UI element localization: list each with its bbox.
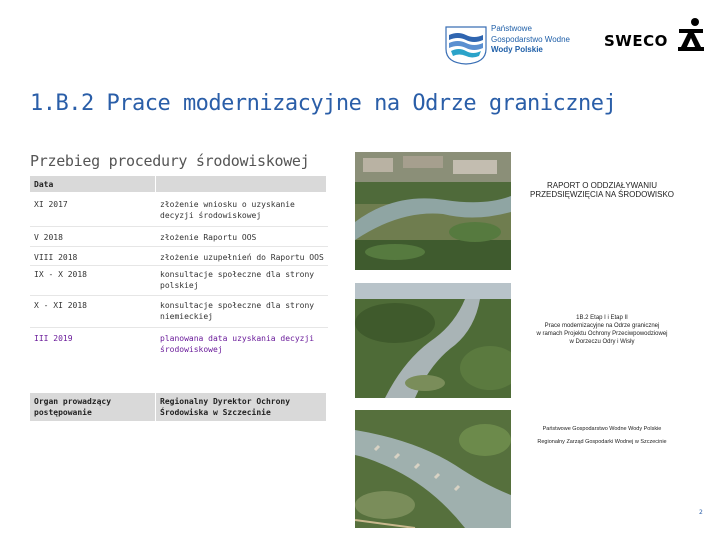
row-event: konsultacje społeczne dla strony niemieckiej (160, 301, 315, 321)
report-project (512, 314, 692, 346)
row-date: X - XI 2018 (34, 301, 87, 310)
row-date: III 2019 (34, 334, 73, 343)
report-project-line-4: w Dorzeczu Odry i Wisły (569, 339, 635, 345)
row-event: złożenie wniosku o uzyskanie decyzji środowiskowej (160, 200, 295, 220)
row-date: VIII 2018 (34, 253, 78, 262)
report-project-line-3: w ramach Projektu Ochrony Przeciwpowodziowej (536, 331, 668, 337)
sweco-figure-icon (676, 17, 706, 51)
page-number: 2 (699, 509, 703, 516)
pgw-line-2: Gospodarstwo Wodne (491, 34, 571, 44)
page-title: 1.B.2 Prace modernizacyjne na Odrze granicznej (30, 91, 617, 116)
report-org-line-1: Państwowe Gospodarstwo Wodne Wody Polskie (542, 426, 662, 432)
pgw-line-3: Wody Polskie (491, 45, 543, 54)
report-heading-line-2: PRZEDSIĘWZIĘCIA NA ŚRODOWISKO (529, 190, 675, 199)
row-date: IX - X 2018 (34, 270, 87, 279)
row-date: V 2018 (34, 233, 63, 242)
aerial-photo-3 (355, 410, 511, 528)
row-event: planowana data uzyskania decyzji środowiskowej (160, 334, 315, 354)
report-heading (512, 181, 692, 199)
report-organizations (512, 425, 692, 446)
report-project-line-1: 1B.2 Etap I i Etap II (576, 315, 628, 321)
header-date: Data (30, 176, 155, 192)
organ-label: Organ prowadzący postępowanie (30, 393, 155, 421)
row-event: złożenie Raportu OOS (160, 233, 257, 242)
aerial-photo-2 (355, 283, 511, 398)
section-subtitle: Przebieg procedury środowiskowej (30, 152, 310, 170)
aerial-photo-1 (355, 152, 511, 270)
wody-polskie-wordmark (491, 24, 570, 56)
organ-value: Regionalny Dyrektor Ochrony Środowiska w Szczecinie (156, 393, 326, 421)
header-event (156, 176, 326, 192)
report-project-line-2: Prace modernizacyjne na Odrze granicznej (544, 323, 660, 329)
row-date: XI 2017 (34, 200, 68, 209)
sweco-logo: SWECO (604, 32, 668, 50)
report-heading-line-1: RAPORT O ODDZIAŁYWANIU (546, 181, 658, 190)
report-org-line-2: Regionalny Zarząd Gospodarki Wodnej w Szczecinie (537, 439, 667, 445)
row-event: konsultacje społeczne dla strony polskiej (160, 270, 315, 290)
pgw-line-1: Państwowe (491, 24, 532, 33)
row-event: złożenie uzupełnień do Raportu OOS (160, 253, 324, 262)
